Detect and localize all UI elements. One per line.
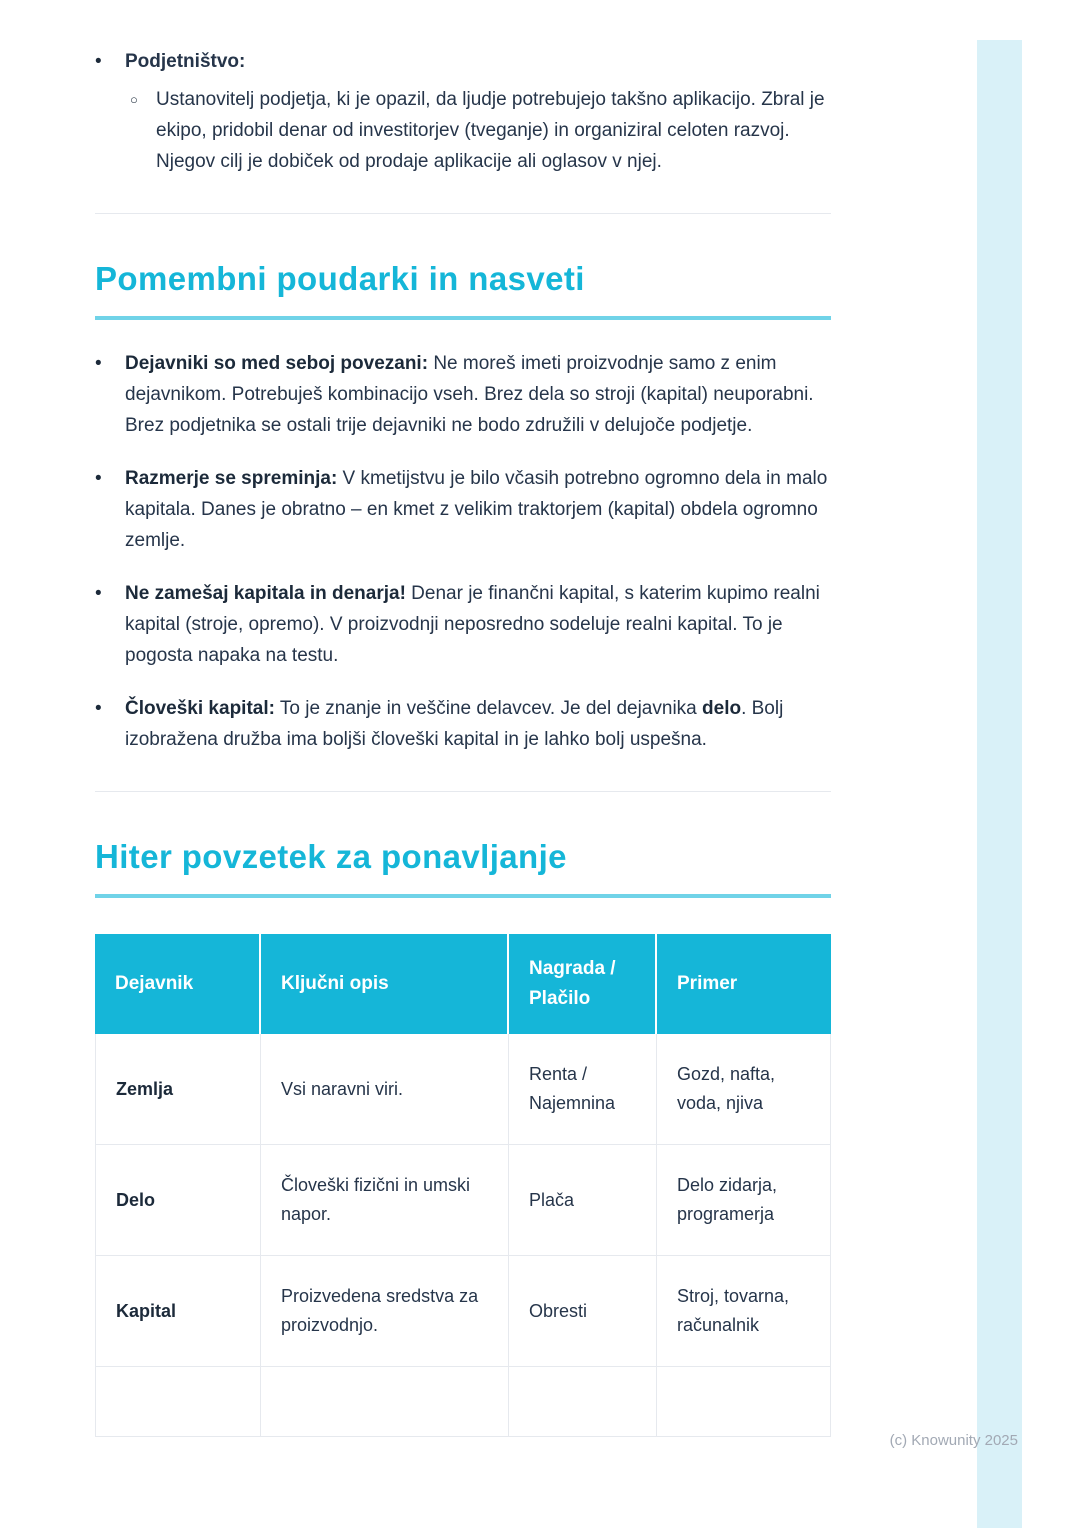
table-header-cell: Dejavnik [95, 934, 261, 1034]
table-cell: Vsi naravni viri. [261, 1034, 509, 1145]
list-item [95, 463, 831, 556]
bullet-text [125, 578, 831, 671]
table-cell [95, 1367, 261, 1437]
page-content [95, 46, 831, 1437]
bullet-lead: Ne zamešaj kapitala in denarja! [125, 583, 406, 604]
list-item [95, 578, 831, 671]
bullet-text [125, 463, 831, 556]
table-row [95, 1034, 831, 1145]
list-item [95, 46, 831, 77]
title-underline [95, 316, 831, 320]
table-cell: Obresti [509, 1256, 657, 1367]
table-header-cell: Nagrada / Plačilo [509, 934, 657, 1034]
table-cell: Stroj, tovarna, računalnik [657, 1256, 831, 1367]
copyright-note: (c) Knowunity 2025 [889, 1432, 1018, 1449]
bullet-icon: • [95, 353, 102, 374]
intro-bullet-body: Ustanovitelj podjetja, ki je opazil, da ljudje potrebujejo takšno aplikacijo. Zbral je ekipo, pridobil denar od investitorjev (tveganje) in organiziral celoten razvoj. Njegov cilj je dobiček od prodaje aplikacije ali oglasov v njej. [156, 89, 825, 172]
table-row [95, 1367, 831, 1437]
table-cell: Človeški fizični in umski napor. [261, 1145, 509, 1256]
bullet-body: Denar je finančni kapital, s katerim kupimo realni kapital (stroje, opremo). V proizvodnji neposredno sodeluje realni kapital. To je pogosta napaka na testu. [125, 583, 820, 666]
table-cell: Zemlja [95, 1034, 261, 1145]
bullet-lead: Dejavniki so med seboj povezani: [125, 353, 429, 374]
bullet-text [125, 348, 831, 441]
table-header-row [95, 934, 831, 1034]
table-header [95, 934, 831, 1034]
bullet-icon: • [95, 51, 102, 72]
section-divider [95, 791, 831, 792]
title-underline [95, 894, 831, 898]
table-header-cell: Ključni opis [261, 934, 509, 1034]
list-item [95, 84, 831, 177]
bullet-icon: • [95, 583, 102, 604]
table-cell: Delo zidarja, programerja [657, 1145, 831, 1256]
table-cell: Kapital [95, 1256, 261, 1367]
table-header-cell: Primer [657, 934, 831, 1034]
bullet-icon: • [95, 698, 102, 719]
table-body [95, 1034, 831, 1437]
bullet-body: Ne moreš imeti proizvodnje samo z enim dejavnikom. Potrebuješ kombinacijo vseh. Brez dela so stroji (kapital) neuporabni. Brez podjetnika se ostali trije dejavniki ne bodo združili v delujoče podjetje. [125, 353, 814, 436]
bullet-lead: Razmerje se spreminja: [125, 468, 338, 489]
page-edge-strip [977, 40, 1022, 1528]
table-cell [509, 1367, 657, 1437]
summary-table [95, 934, 831, 1437]
circle-bullet-icon: ○ [130, 92, 138, 107]
table-cell [261, 1367, 509, 1437]
bullet-body: V kmetijstvu je bilo včasih potrebno ogromno dela in malo kapitala. Danes je obratno – en kmet z velikim traktorjem (kapital) obdela ogromno zemlje. [125, 468, 828, 551]
table-cell: Gozd, nafta, voda, njiva [657, 1034, 831, 1145]
bullet-lead: Človeški kapital: [125, 698, 275, 719]
section-divider [95, 213, 831, 214]
bullet-body: To je znanje in veščine delavcev. Je del dejavnika [274, 698, 703, 719]
bullet-text [125, 693, 831, 755]
table-row [95, 1256, 831, 1367]
section-title-summary: Hiter povzetek za ponavljanje [95, 838, 567, 875]
bullet-icon: • [95, 468, 102, 489]
table-row [95, 1145, 831, 1256]
bullet-body: . Bolj izobražena družba ima boljši človeški kapital in je lahko bolj uspešna. [125, 698, 784, 750]
section-title-highlights: Pomembni poudarki in nasveti [95, 260, 585, 297]
list-item [95, 693, 831, 755]
table-cell: Plača [509, 1145, 657, 1256]
highlights-list [95, 348, 831, 755]
list-item [95, 348, 831, 441]
table-cell [657, 1367, 831, 1437]
table-cell: Renta / Najemnina [509, 1034, 657, 1145]
table-cell: Proizvedena sredstva za proizvodnjo. [261, 1256, 509, 1367]
intro-bullet-title: Podjetništvo: [125, 51, 246, 72]
table-cell: Delo [95, 1145, 261, 1256]
bullet-bold-word: delo [702, 698, 742, 719]
